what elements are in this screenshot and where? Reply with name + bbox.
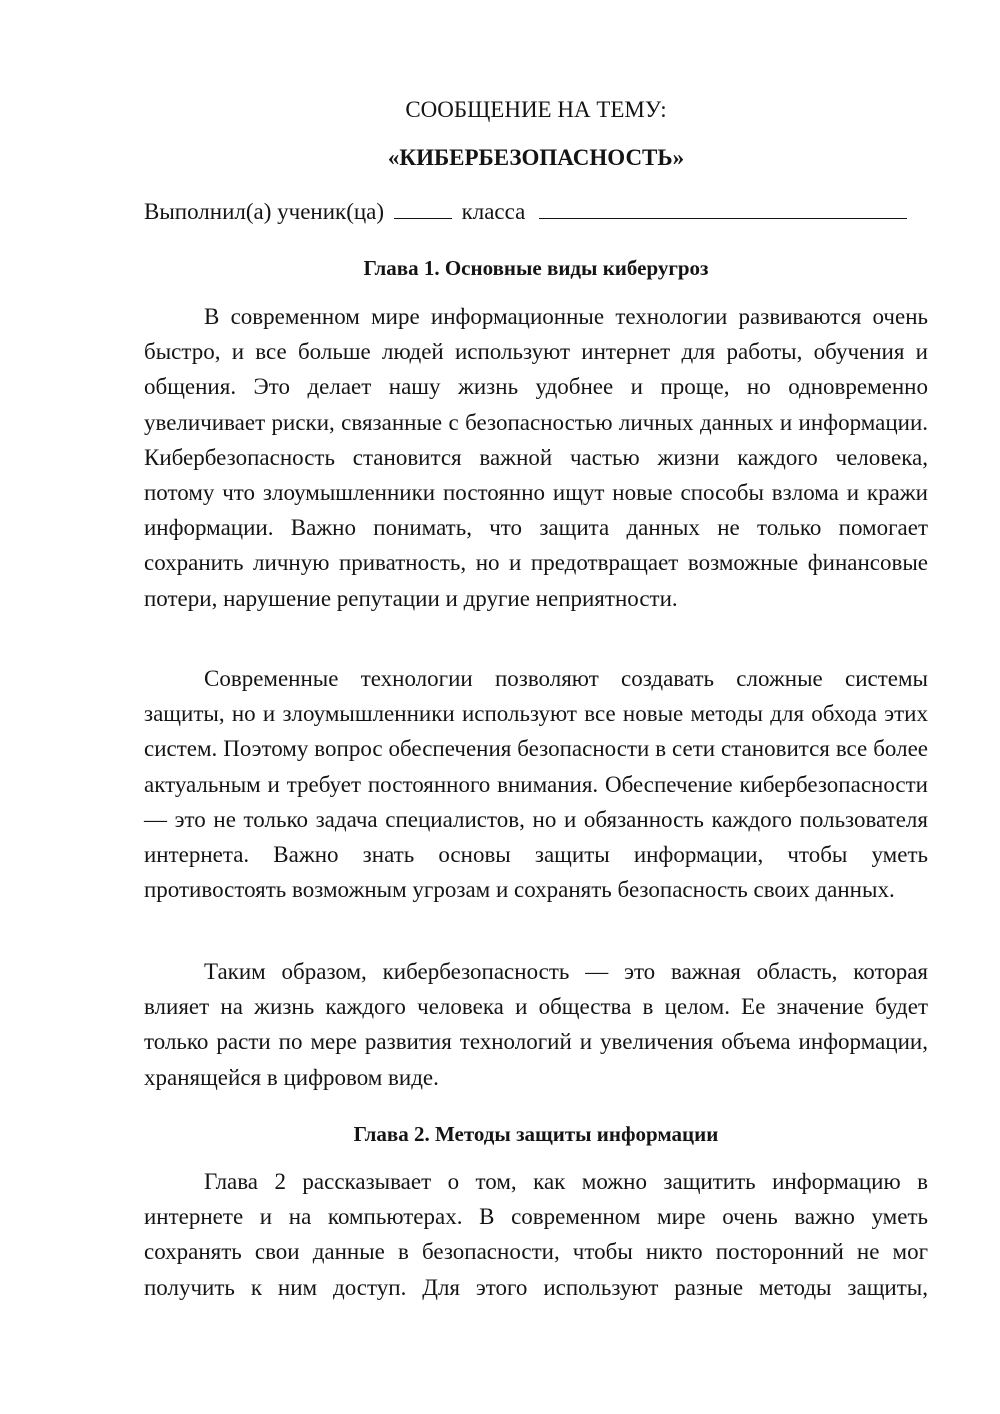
student-label: Выполнил(а) ученик(ца) — [144, 199, 385, 224]
chapter1-paragraph: В современном мире информационные технологии развиваются очень быстро, и все больше людей используют интернет для работы, обучения и общения. Это делает нашу жизнь удобнее и проще, но одновременно увеличивает риски, связанные с безопасностью личных данных и информации. Кибербезопасность становится важной частью жизни каждого человека, потому что злоумышленники постоянно ищут новые способы взлома и кражи информации. Важно понимать, что защита данных не только помогает сохранить личную приватность, но и предотвращает возможные финансовые потери, нарушение репутации и другие неприятности. — [144, 304, 928, 611]
chapter1-heading: Глава 1. Основные виды киберугроз — [363, 256, 709, 280]
class-label: класса — [461, 199, 526, 224]
chapter2-paragraph: Глава 2 рассказывает о том, как можно защитить информацию в интернете и на компьютерах. В современном мире очень важно уметь сохранять свои данные в безопасности, чтобы никто посторонний не мог получить к ним доступ. Для этого используют разные методы защиты, — [144, 1169, 928, 1300]
name-blank — [539, 196, 907, 219]
chapter2-heading: Глава 2. Методы защиты информации — [353, 1122, 719, 1146]
chapter1-paragraph: Современные технологии позволяют создавать сложные системы защиты, но и злоумышленники используют все новые методы для обхода этих систем. Поэтому вопрос обеспечения безопасности в сети становится все более актуальным и требует постоянного внимания. Обеспечение кибербезопасности — это не только задача специалистов, но и обязанность каждого пользователя интернета. Важно знать основы защиты информации, чтобы уметь противостоять возможным угрозам и сохранять безопасность своих данных. — [144, 666, 928, 903]
student-info-line — [144, 195, 928, 229]
chapter1-paragraph: Таким образом, кибербезопасность — это важная область, которая влияет на жизнь каждого человека и общества в целом. Ее значение будет только расти по мере развития технологий и увеличения объема информации, хранящейся в цифровом виде. — [144, 959, 928, 1090]
document-title-topic: «КИБЕРБЕЗОПАСНОСТЬ» — [387, 145, 685, 170]
class-blank — [394, 196, 452, 219]
document-title-line1: СООБЩЕНИЕ НА ТЕМУ: — [405, 97, 667, 122]
